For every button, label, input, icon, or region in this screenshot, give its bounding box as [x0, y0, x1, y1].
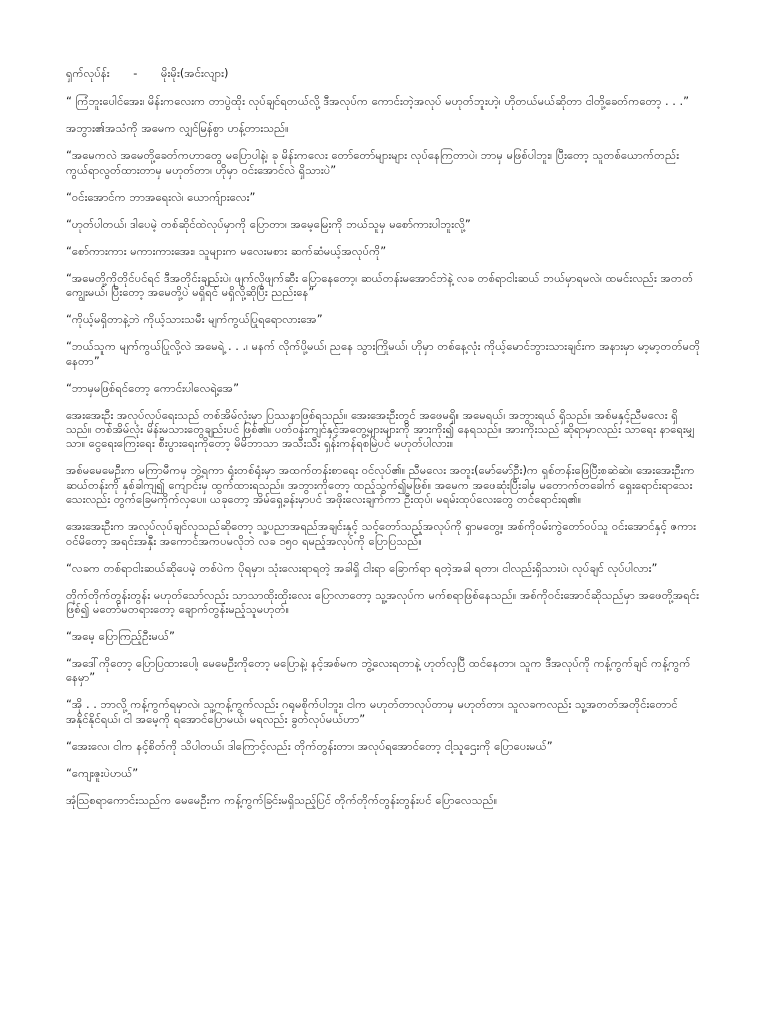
paragraph-7: “အမေတို့ကိုတိုင်ပင်ရင် ဒီအတိုင်းချည်းပဲ၊ ဖျက်လိုဖျက်ဆီး ပြောနေတော့၊ ဆယ်တန်းမအောင်ဘဲနဲ့ လခ တစ်ရာငါးဆယ် ဘယ်မှာရမလဲ၊ ထမင်းလည်း အတတ်ကျွေးမယ်၊ ပြီးတော့ အမေတို့ပဲ မရှိရင် မရှိလို့ဆိုပြီး ညည်းနေ”: [66, 270, 694, 300]
paragraph-1: “ ကြံဘူးပေါင်အေး၊ မိန်းကလေးက တာပွဲထိုး လုပ်ချင်ရတယ်လို့ ဒီအလုပ်က ကောင်းတဲ့အလုပ် မဟုတ်ဘူးဟဲ့၊ ဟိုတယ်မယ်ဆိုတာ ငါတို့ခေတ်ကတော့ . . .”: [66, 94, 690, 109]
paragraph-12: အစ်မမေမေဦးက မကြာမီကမှ ဘွဲ့ရကာ ရုံးတစ်ရုံးမှာ အထက်တန်းစာရေး ဝင်လုပ်၏။ ညီမလေး အတူး(မော်မော်ဦး)က ရှစ်တန်းဖြေပြီးစဆဲဆဲ။ အေးအေးဦးက ဆယ်တန်းကို နှစ်ခါကျ၍ ကျောင်းမှ ထွက်ထားရသည်။ အဘွားကိုတော့ ထည့်သွက်၍မဖြစ်။ အမေက အဖေဆုံးပြီးခါမှ မတောက်တခေါက် ရှေးရောင်းရာသေးသေးလည်း တွက်ခြေမကိုက်လှပေ။ ယခုတော့ အိမ်ရှေ့ခန်းမှာပင် အဖိုးလေးချက်ကာ ဦးထုပ်၊ မရမ်းထုပ်လေးတွေ တင်ရောင်းရ၏။: [66, 463, 695, 507]
story-author: မိုးမိုး(အင်းလျား): [161, 66, 229, 80]
paragraph-4: “ဝင်းအောင်က ဘာအရေးလဲ၊ ယောက်ျားလေး”: [66, 189, 256, 204]
paragraph-10: “ဘာမှမဖြစ်ရင်တော့ ကောင်းပါလေရဲ့အေ”: [66, 380, 240, 395]
paragraph-14: “လခက တစ်ရာငါးဆယ်ဆိုပေမဲ့ တစ်ပဲက ပိုရမှာ၊ သုံးလေးရာရတဲ့ အခါရှိ ငါးရာ ခြောက်ရာ ရတဲ့အခါ ရတာ၊ ငါလည်းရှိသားပဲ၊ လုပ်ချင် လုပ်ပါလား”: [66, 560, 658, 575]
paragraph-17: “အဒေါ်ကိုတော့ ပြောပြထားပေါ့၊ မေမေဦးကိုတော့ မပြောနဲ့၊ နင့်အစ်မက ဘွဲ့လေးရတာနဲ့ ဟုတ်လှပြီ ထင်နေတာ၊ သူက ဒီအလုပ်ကို ကန့်ကွက်ချင် ကန့်ကွက်နေမှာ”: [66, 656, 691, 685]
paragraph-9: “ဘယ်သူက မျက်ကွယ်ပြုလို့လဲ အမေရဲ့ . . .၊ မနက် လိုက်ပို့မယ်၊ ညနေ သွားကြိုမယ်၊ ဟိုမှာ တစ်နေ့လုံး ကိုယ့်မောင်ဘွားသားချင်းက အနားမှာ မာ့မာ့တတ်မတိုနေတာ”: [66, 339, 701, 368]
header-dash: -: [133, 66, 138, 80]
paragraph-19: “အေးလေ၊ ငါက နင့်စိတ်ကို သိပါတယ်၊ ဒါကြောင့်လည်း တိုက်တွန်းတာ၊ အလုပ်ရအောင်တော့ ငါ့သူဌေးကို ပြောပေးမယ်”: [66, 738, 553, 753]
paragraph-3: “အမေကလဲ အမေတို့ခေတ်ကဟာတွေ မပြောပါနဲ့၊ ခု မိန်းကလေး တော်တော်များများ လုပ်နေကြတာပဲ၊ ဘာမှ မဖြစ်ပါဘူး၊ ပြီးတော့ သူတစ်ယောက်တည်း ကွယ်ရာလွတ်ထားတာမှ မဟုတ်တာ၊ ဟိုမှာ ဝင်းအောင်လဲ ရှိသားပဲ”: [66, 148, 680, 177]
paragraph-6: “စော်ကားကား မကားကားအေး၊ သူများက မလေးမစား ဆက်ဆံမယ့်အလုပ်ကို”: [66, 243, 387, 258]
paragraph-8: “ကိုယ့်မရှိတာနဲ့ဘဲ ကိုယ့်သားသမီး မျက်ကွယ်ပြုရရောလားအေ”: [66, 312, 323, 327]
paragraph-21: အုံသြစရာကောင်းသည်က မေမေဦးက ကန့်ကွက်ခြင်းမရှိသည့်ပြင် တိုက်တိုက်တွန်းတွန်းပင် ပြောလေသည်။: [66, 792, 498, 807]
paragraph-11: အေးအေးဦး အလုပ်လုပ်ရေးသည် တစ်အိမ်လုံးမှာ ပြဿနာဖြစ်ရသည်။ အေးအေးဦးတွင် အဖေမရှိ။ အမေရယ်၊ အဘွားရယ် ရှိသည်။ အစ်မနှင့်ညီမလေး ရှိသည်။ တစ်အိမ်လုံး မိန်းမသားတွေချည်းပင် ဖြစ်၏။ ပတ်ဝန်းကျင်နှင့်အတွေ့များများကို အားကိုး၍ နေရသည်။ အားကိုးသည် ဆိုရာမှာလည်း သာရေး နာရေးမျှသာ။ ငွေရေးကြေးရေး စီးပွားရေးကိုတော့ မိမိဘာသာ အသီးသီး ရှန်းကန်ရစမြဲပင် မဟုတ်ပါလား။: [66, 407, 695, 451]
story-label: ရှက်လုပ်န်း: [66, 66, 110, 80]
paragraph-2: အဘွား၏အသံကို အမေက လျှင်မြန်စွာ ဟန့်တားသည်။: [66, 121, 289, 136]
story-header: [66, 66, 702, 80]
paragraph-18: “အို . . ဘာလို့ ကန့်ကွက်ရမှာလဲ၊ သူ့ကန့်ကွက်လည်း ဂရုမစိုက်ပါဘူး၊ ငါက မဟုတ်တာလုပ်တာမှ မဟုတ်တာ၊ သူလခကလည်း သူ့အတတ်အတိုင်းတောင် အနိုင်နိုင်ရယ်၊ ငါ အမေ့ကို ရအောင်ပြောမယ်၊ မရလည်း ခွတ်လုပ်မယ်ဟာ”: [66, 697, 678, 726]
paragraph-20: “ကျေးဇူးပဲဟယ်”: [66, 765, 139, 780]
paragraph-15: တိုက်တိုက်တွန်းတွန်း မဟုတ်သော်လည်း သာသာထိုးထိုးလေး ပြောလာတော့ သူ့အလုပ်က မက်စရာဖြစ်နေသည်။ အစ်ကိုဝင်းအောင်ဆိုသည်မှာ အဖေတို့အရင်းဖြစ်၍ မတော်မတရားတော့ ချောက်တွန်းမည့်သူမဟုတ်။: [66, 587, 700, 617]
paragraph-16: “အမေ့ ပြောကြည့်ဦးမယ်”: [66, 629, 175, 644]
paragraph-5: “ဟုတ်ပါတယ်၊ ဒါပေမဲ့ တစ်ဆိုင်ထဲလုပ်မှာကို ပြောတာ၊ အမေ့မြေးကို ဘယ်သူမှ မစော်ကားပါဘူးလို့”: [66, 216, 471, 231]
paragraph-13: အေးအေးဦးက အလုပ်လုပ်ချင်လှသည်ဆိုတော့ သူ့ပညာအရည်အချင်းနှင့် သင့်တော်သည့်အလုပ်ကို ရှာမတွေ့။ အစ်ကိုဝမ်းကွဲတော်ဝပ်သူ ဝင်းအောင်နှင့် ဇကားဝင်မိတော့ အရင်းအနှီး အကောင်အကပမလိုဘဲ လခ ၁၅၀ ရမည့်အလုပ်ကို ပြောပြသည်။: [66, 519, 697, 548]
